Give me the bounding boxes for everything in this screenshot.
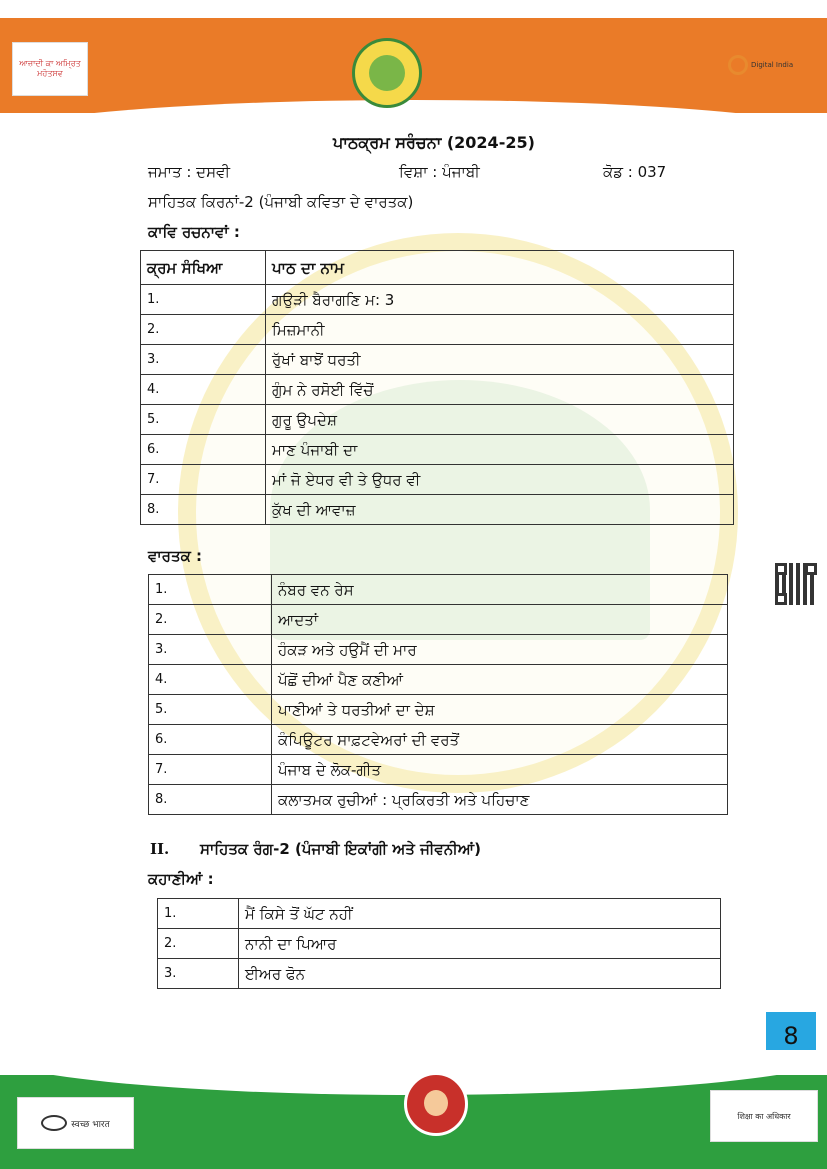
title-cell: ਪਾਣੀਆਂ ਤੇ ਧਰਤੀਆਂ ਦਾ ਦੇਸ਼: [272, 695, 728, 725]
table-row: [158, 929, 721, 959]
title-cell: ਆਦਤਾਂ: [272, 605, 728, 635]
serial-cell: 2.: [141, 315, 266, 345]
serial-cell: 8.: [141, 495, 266, 525]
poetry-heading: ਕਾਵਿ ਰਚਨਾਵਾਂ :: [148, 223, 240, 241]
table-row: [141, 435, 734, 465]
board-seal-icon: [352, 38, 422, 108]
table-row: [141, 405, 734, 435]
beti-bachao-logo: [404, 1072, 468, 1136]
subject-label: ਵਿਸ਼ਾ : ਪੰਜਾਬੀ: [399, 163, 480, 181]
glasses-icon: [41, 1115, 67, 1131]
title-cell: ਗਉੜੀ ਬੈਰਾਗਣਿ ਮ: 3: [266, 285, 734, 315]
title-cell: ਗੁੰਮ ਨੇ ਰਸੋਈ ਵਿੱਚੋਂ: [266, 375, 734, 405]
serial-cell: 4.: [149, 665, 272, 695]
digital-india-text: Digital India: [751, 61, 794, 69]
serial-cell: 2.: [149, 605, 272, 635]
title-cell: ਪੱਛੋਂ ਦੀਆਂ ਪੈਣ ਕਣੀਆਂ: [272, 665, 728, 695]
stories-heading: ਕਹਾਣੀਆਂ :: [148, 870, 214, 888]
table-row: [141, 345, 734, 375]
title-cell: ਕਲਾਤਮਕ ਰੁਚੀਆਂ : ਪ੍ਰਕਿਰਤੀ ਅਤੇ ਪਹਿਚਾਣ: [272, 785, 728, 815]
table-row: [149, 725, 728, 755]
title-cell: ਕੁੱਖ ਦੀ ਆਵਾਜ਼: [266, 495, 734, 525]
table-row: [158, 959, 721, 989]
title-cell: ਗੁਰੂ ਉਪਦੇਸ਼: [266, 405, 734, 435]
qr-code-icon[interactable]: [775, 563, 817, 605]
serial-cell: 7.: [141, 465, 266, 495]
serial-cell: 3.: [141, 345, 266, 375]
header-cell: ਪਾਠ ਦਾ ਨਾਮ: [266, 251, 734, 285]
table-row: [149, 605, 728, 635]
table-row: [158, 899, 721, 929]
class-label: ਜਮਾਤ : ਦਸਵੀ: [148, 163, 230, 181]
title-cell: ਮਿਜ਼ਮਾਨੀ: [266, 315, 734, 345]
digital-india-logo: [728, 52, 798, 78]
title-cell: ਈਅਰ ਫੋਨ: [239, 959, 721, 989]
serial-cell: 5.: [149, 695, 272, 725]
digital-india-icon: [728, 55, 748, 75]
serial-cell: 3.: [158, 959, 239, 989]
table-row: [141, 495, 734, 525]
title-cell: ਮਾਣ ਪੰਜਾਬੀ ਦਾ: [266, 435, 734, 465]
serial-cell: 3.: [149, 635, 272, 665]
title-cell: ਮੈਂ ਕਿਸੇ ਤੋਂ ਘੱਟ ਨਹੀਂ: [239, 899, 721, 929]
table-row: [141, 465, 734, 495]
book2-number: II.: [150, 840, 170, 858]
title-cell: ਹੰਕੜ ਅਤੇ ਹਉਮੈਂ ਦੀ ਮਾਰ: [272, 635, 728, 665]
serial-cell: 2.: [158, 929, 239, 959]
poetry-table: [140, 250, 734, 525]
rte-logo-text: शिक्षा का अधिकार: [737, 1111, 791, 1121]
serial-cell: 6.: [141, 435, 266, 465]
table-row: [141, 285, 734, 315]
page-title: ਪਾਠਕ੍ਰਮ ਸਰੰਚਨਾ (2024-25): [333, 133, 535, 152]
code-label: ਕੋਡ : 037: [603, 163, 667, 181]
header-cell: ਕ੍ਰਮ ਸੰਖਿਆ: [141, 251, 266, 285]
prose-heading: ਵਾਰਤਕ :: [148, 547, 203, 565]
table-row: [149, 575, 728, 605]
serial-cell: 1.: [149, 575, 272, 605]
serial-cell: 6.: [149, 725, 272, 755]
title-cell: ਪੰਜਾਬ ਦੇ ਲੋਕ-ਗੀਤ: [272, 755, 728, 785]
serial-cell: 4.: [141, 375, 266, 405]
page-number: 8: [766, 1012, 816, 1060]
table-header-row: [141, 251, 734, 285]
serial-cell: 7.: [149, 755, 272, 785]
girl-face-icon: [424, 1090, 448, 1116]
swachh-bharat-text: स्वच्छ भारत: [71, 1119, 110, 1130]
stories-table: [157, 898, 721, 989]
azadi-logo: [12, 42, 88, 96]
table-row: [141, 375, 734, 405]
serial-cell: 1.: [141, 285, 266, 315]
table-row: [149, 755, 728, 785]
title-cell: ਕੰਪਿਊਟਰ ਸਾਫ਼ਟਵੇਅਰਾਂ ਦੀ ਵਰਤੋਂ: [272, 725, 728, 755]
table-row: [141, 315, 734, 345]
title-cell: ਨੰਬਰ ਵਨ ਰੇਸ: [272, 575, 728, 605]
azadi-logo-text: ਆਜ਼ਾਦੀ ਕਾ ਅਮ੍ਰਿਤ ਮਹੋਤਸਵ: [19, 59, 81, 78]
title-cell: ਮਾਂ ਜੋ ਏਧਰ ਵੀ ਤੇ ਉਧਰ ਵੀ: [266, 465, 734, 495]
rte-logo: [710, 1090, 818, 1142]
table-row: [149, 635, 728, 665]
prose-table: [148, 574, 728, 815]
table-row: [149, 695, 728, 725]
serial-cell: 1.: [158, 899, 239, 929]
title-cell: ਨਾਨੀ ਦਾ ਪਿਆਰ: [239, 929, 721, 959]
table-row: [149, 785, 728, 815]
title-cell: ਰੁੱਖਾਂ ਬਾਝੋਂ ਧਰਤੀ: [266, 345, 734, 375]
swachh-bharat-logo: [17, 1097, 134, 1149]
book1-title: ਸਾਹਿਤਕ ਕਿਰਨਾਂ-2 (ਪੰਜਾਬੀ ਕਵਿਤਾ ਦੇ ਵਾਰਤਕ): [148, 193, 414, 211]
table-row: [149, 665, 728, 695]
book2-title: ਸਾਹਿਤਕ ਰੰਗ-2 (ਪੰਜਾਬੀ ਇਕਾਂਗੀ ਅਤੇ ਜੀਵਨੀਆਂ): [200, 840, 481, 858]
serial-cell: 5.: [141, 405, 266, 435]
serial-cell: 8.: [149, 785, 272, 815]
